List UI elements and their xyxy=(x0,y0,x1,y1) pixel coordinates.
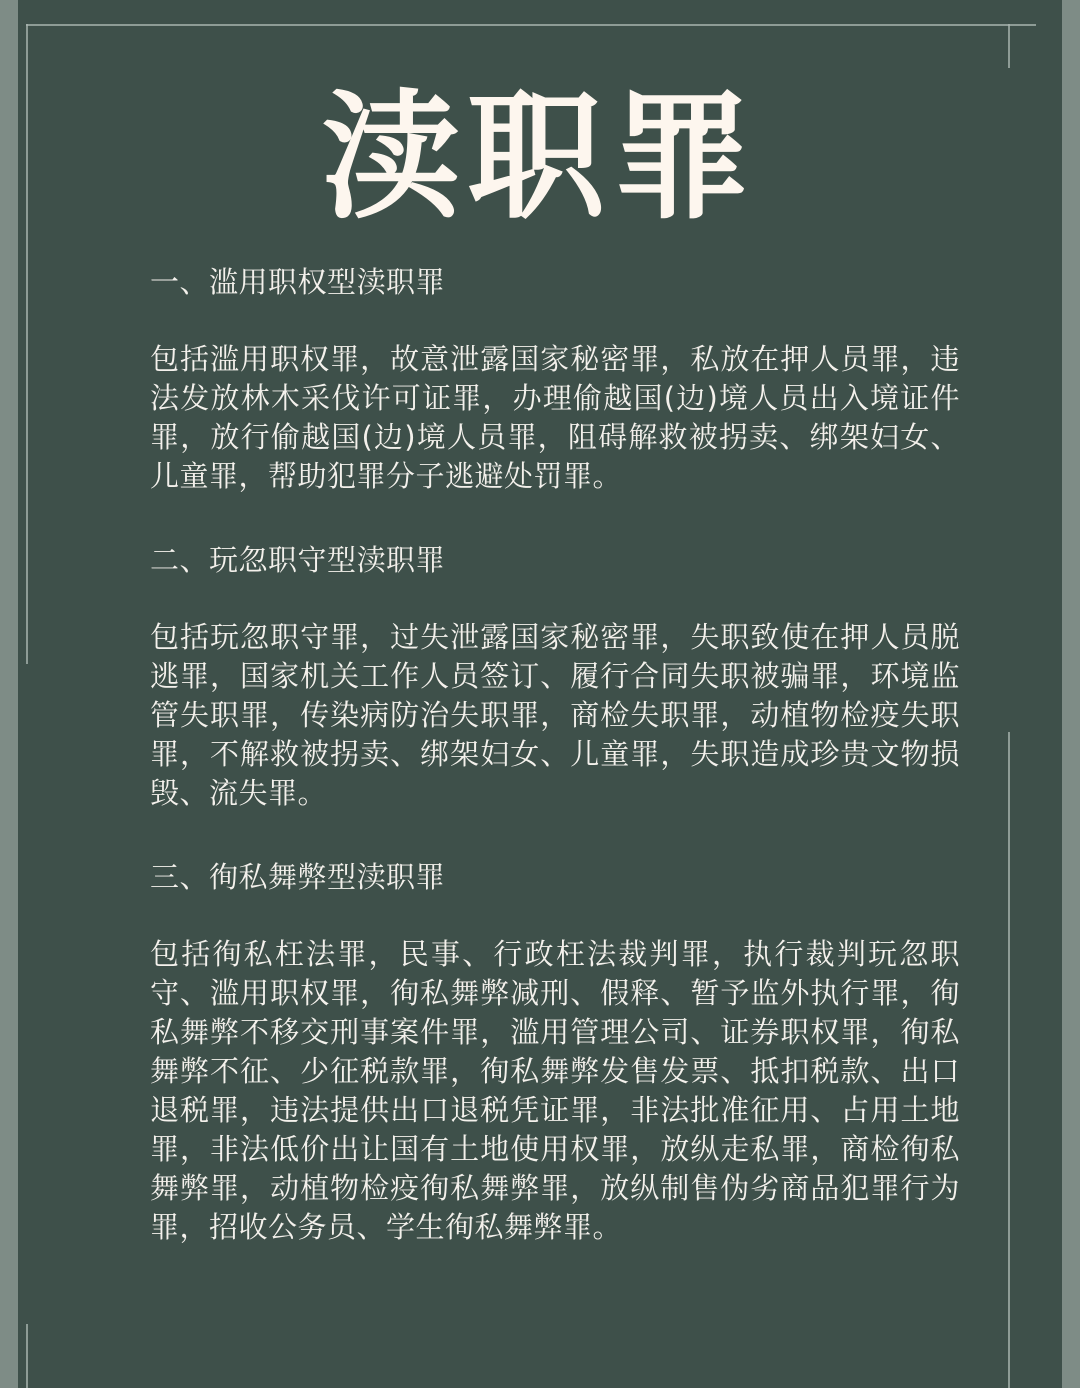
page-title: 渎职罪 xyxy=(320,77,759,238)
frame-line-right-upper xyxy=(1008,24,1010,68)
frame-line-right-lower xyxy=(1008,732,1010,1388)
frame-line-top xyxy=(26,24,1036,26)
section-heading-abuse: 一、滥用职权型渎职罪 xyxy=(150,265,446,299)
section-heading-favoritism: 三、徇私舞弊型渎职罪 xyxy=(150,860,446,894)
content xyxy=(150,262,960,1247)
section-body-abuse: 包括滥用职权罪，故意泄露国家秘密罪，私放在押人员罪，违法发放林木采伐许可证罪，办理偷越国(边)境人员出入境证件罪，放行偷越国(边)境人员罪，阻碍解救被拐卖、绑架妇女、儿童罪，帮助犯罪分子逃避处罚罪。 xyxy=(150,342,960,493)
section-body-favoritism: 包括徇私枉法罪，民事、行政枉法裁判罪，执行裁判玩忽职守、滥用职权罪，徇私舞弊减刑、假释、暂予监外执行罪，徇私舞弊不移交刑事案件罪，滥用管理公司、证券职权罪，徇私舞弊不征、少征税款罪，徇私舞弊发售发票、抵扣税款、出口退税罪，违法提供出口退税凭证罪，非法批准征用、占用土地罪，非法低价出让国有土地使用权罪，放纵走私罪，商检徇私舞弊罪，动植物检疫徇私舞弊罪，放纵制售伪劣商品犯罪行为罪，招收公务员、学生徇私舞弊罪。 xyxy=(150,937,960,1244)
frame-line-left-lower xyxy=(26,1324,28,1388)
section-body-negligence: 包括玩忽职守罪，过失泄露国家秘密罪，失职致使在押人员脱逃罪，国家机关工作人员签订、履行合同失职被骗罪，环境监管失职罪，传染病防治失职罪，商检失职罪，动植物检疫失职罪，不解救被拐卖、绑架妇女、儿童罪，失职造成珍贵文物损毁、流失罪。 xyxy=(150,620,960,810)
section-heading-negligence: 二、玩忽职守型渎职罪 xyxy=(150,543,446,577)
